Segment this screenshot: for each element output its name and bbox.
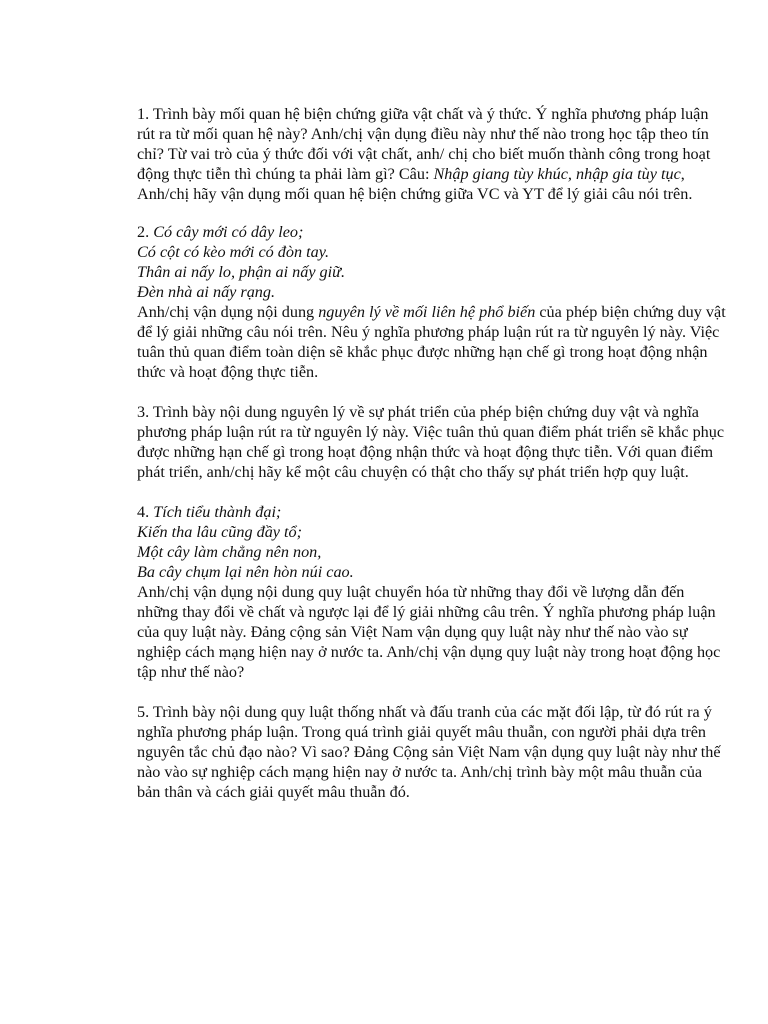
question-1-text (137, 104, 727, 204)
question-4-text: Anh/chị vận dụng nội dung quy luật chuyển hóa từ những thay đổi về lượng dẫn đến những thay đổi về chất và ngược lại để lý giải những câu trên. Ý nghĩa phương pháp luận của quy luật này. Đảng cộng sản Việt Nam vận dụng quy luật này như thế nào vào sự nghiệp cách mạng hiện nay ở nước ta. Anh/chị vận dụng quy luật này trong hoạt động học tập như thế nào? (137, 583, 721, 681)
question-3-number: 3. (137, 403, 150, 421)
question-2-body-a: Anh/chị vận dụng nội dung (137, 303, 319, 321)
question-2-poem-line-4: Đèn nhà ai nấy rạng. (137, 283, 276, 301)
question-1-body-b: , Anh/chị hãy vận dụng mối quan hệ biện chứng giữa VC và YT để lý giải câu nói trên. (137, 165, 693, 203)
question-3-text (137, 402, 727, 482)
question-4-number: 4. (137, 503, 150, 521)
question-2-principle: nguyên lý về mối liên hệ phổ biến (318, 303, 536, 321)
question-3-body: Trình bày nội dung nguyên lý về sự phát triển của phép biện chứng duy vật và nghĩa phương pháp luận rút ra từ nguyên lý này. Việc tuân thủ quan điểm phát triển sẽ khắc phục được những hạn chế gì trong hoạt động nhận thức và hoạt động thực tiễn. Với quan điểm phát triển, anh/chị hãy kể một câu chuyện có thật cho thấy sự phát triển hợp quy luật. (137, 403, 725, 481)
question-3 (137, 402, 727, 482)
question-4-poem-line-2: Kiến tha lâu cũng đầy tổ; (137, 523, 302, 541)
question-4-poem-line-4: Ba cây chụm lại nên hòn núi cao. (137, 563, 354, 581)
poem-line-text: Tích tiểu thành đại; (153, 503, 282, 521)
question-1-proverb: Nhập giang tùy khúc, nhập gia tùy tục (433, 165, 681, 183)
question-2-poem-line-3: Thân ai nấy lo, phận ai nấy giữ. (137, 263, 346, 281)
question-2-number: 2. (137, 223, 150, 241)
question-5 (137, 702, 727, 802)
question-2-text (137, 302, 727, 382)
question-1-number: 1. (137, 105, 150, 123)
question-5-body: Trình bày nội dung quy luật thống nhất và đấu tranh của các mặt đối lập, từ đó rút ra ý nghĩa phương pháp luận. Trong quá trình giải quyết mâu thuẫn, con người phải dựa trên nguyên tắc chủ đạo nào? Vì sao? Đảng Cộng sản Việt Nam vận dụng quy luật này như thế nào vào sự nghiệp cách mạng hiện nay ở nước ta. Anh/chị trình bày một mâu thuẫn của bản thân và cách giải quyết mâu thuẫn đó. (137, 703, 721, 801)
question-2-poem-line-2: Có cột có kèo mới có đòn tay. (137, 243, 330, 261)
question-4-poem-line-3: Một cây làm chẳng nên non, (137, 543, 322, 561)
question-1 (137, 104, 727, 204)
question-4-poem-line-1 (137, 502, 727, 522)
poem-line-text: Có cây mới có dây leo; (153, 223, 304, 241)
question-2-body-b: của phép biện chứng duy vật để lý giải những câu nói trên. Nêu ý nghĩa phương pháp luận rút ra từ nguyên lý này. Việc tuân thủ quan điểm toàn diện sẽ khắc phục được những hạn chế gì trong hoạt động nhận thức và hoạt động thực tiễn. (137, 303, 726, 381)
question-1-body-a: Trình bày mối quan hệ biện chứng giữa vật chất và ý thức. Ý nghĩa phương pháp luận rút ra từ mối quan hệ này? Anh/chị vận dụng điều này như thế nào trong học tập theo tín chỉ? Từ vai trò của ý thức đối với vật chất, anh/ chị cho biết muốn thành công trong hoạt động thực tiễn thì chúng ta phải làm gì? Câu: (137, 105, 711, 183)
question-2 (137, 222, 727, 382)
question-2-poem-line-1 (137, 222, 727, 242)
question-5-number: 5. (137, 703, 150, 721)
question-5-text (137, 702, 727, 802)
document-page (137, 104, 727, 824)
question-4 (137, 502, 727, 682)
